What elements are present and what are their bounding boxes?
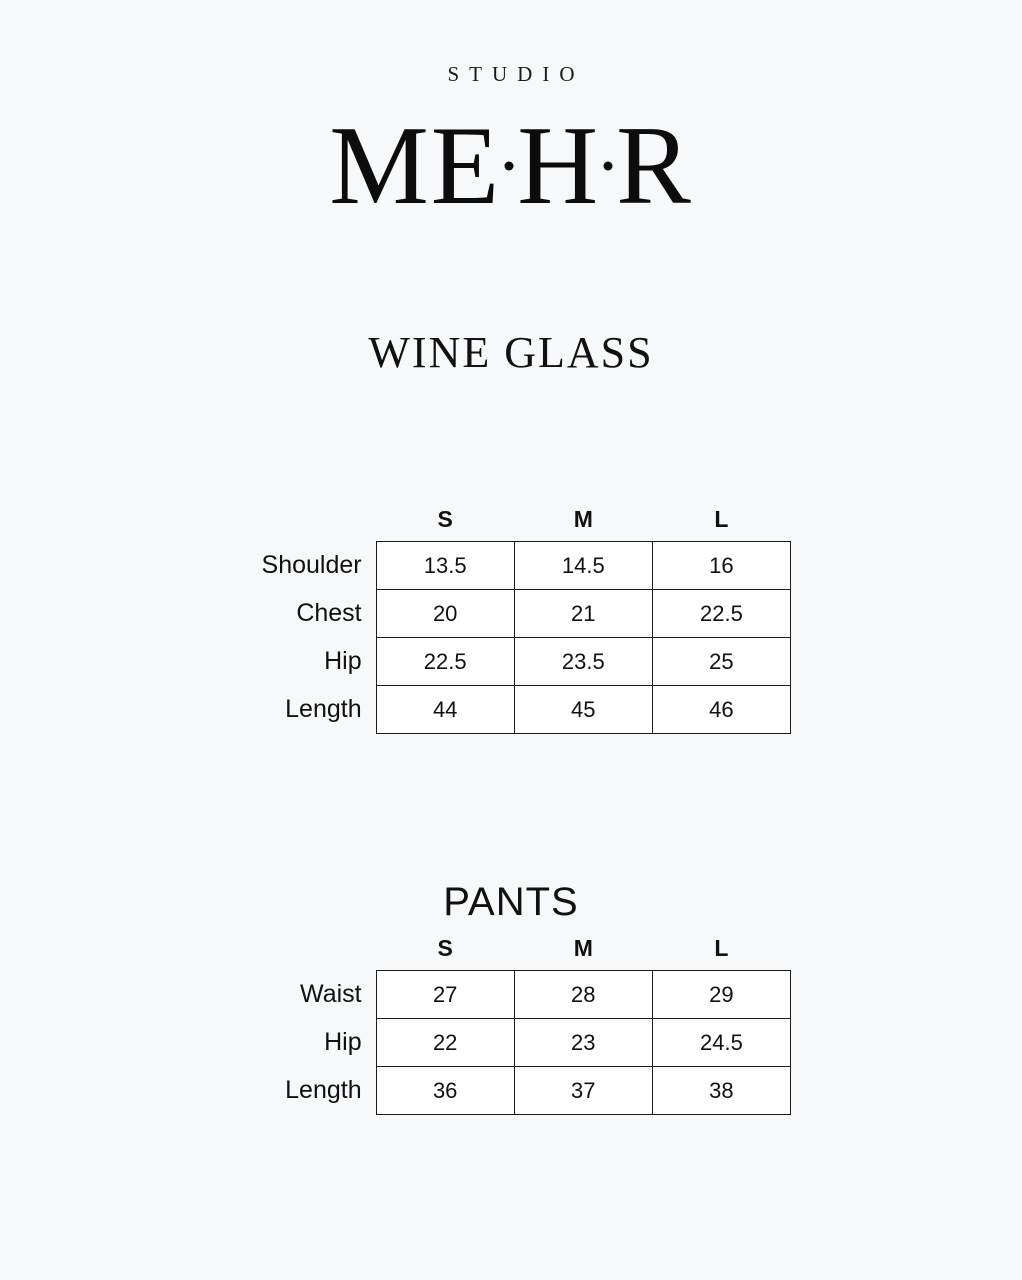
row-label-length: Length bbox=[285, 1076, 362, 1105]
column-header-l: L bbox=[714, 935, 729, 962]
row-label-hip: Hip bbox=[324, 1028, 362, 1057]
size-table-wine-glass bbox=[231, 506, 791, 734]
cell-chest-l: 22.5 bbox=[652, 590, 790, 638]
table-row bbox=[231, 542, 791, 590]
section-title-pants: PANTS bbox=[443, 880, 579, 925]
table-header-row bbox=[231, 506, 791, 542]
brand-letter-e: E bbox=[430, 104, 502, 228]
cell-shoulder-m: 14.5 bbox=[514, 542, 652, 590]
section-title-wine-glass: WINE GLASS bbox=[368, 328, 654, 378]
table-row bbox=[231, 686, 791, 734]
cell-length-l: 38 bbox=[652, 1067, 790, 1115]
table-row bbox=[231, 638, 791, 686]
brand-studio-label: STUDIO bbox=[447, 62, 585, 86]
cell-length-m: 37 bbox=[514, 1067, 652, 1115]
cell-shoulder-s: 13.5 bbox=[376, 542, 514, 590]
cell-chest-s: 20 bbox=[376, 590, 514, 638]
cell-hip-m: 23.5 bbox=[514, 638, 652, 686]
cell-length-m: 45 bbox=[514, 686, 652, 734]
table-corner-cell bbox=[231, 935, 376, 971]
table-row bbox=[231, 1019, 791, 1067]
row-label-waist: Waist bbox=[300, 980, 362, 1009]
row-label-chest: Chest bbox=[296, 599, 362, 628]
cell-waist-l: 29 bbox=[652, 971, 790, 1019]
cell-chest-m: 21 bbox=[514, 590, 652, 638]
size-table-pants-block bbox=[231, 935, 791, 1115]
brand-wordmark bbox=[0, 104, 1022, 228]
table-header-row bbox=[231, 935, 791, 971]
cell-hip-l: 25 bbox=[652, 638, 790, 686]
cell-hip-l: 24.5 bbox=[652, 1019, 790, 1067]
cell-hip-m: 23 bbox=[514, 1019, 652, 1067]
table-row bbox=[231, 590, 791, 638]
brand-letter-m: M bbox=[329, 104, 431, 228]
cell-waist-s: 27 bbox=[376, 971, 514, 1019]
cell-hip-s: 22 bbox=[376, 1019, 514, 1067]
size-table-wine-glass-block bbox=[231, 506, 791, 734]
cell-waist-m: 28 bbox=[514, 971, 652, 1019]
column-header-l: L bbox=[714, 506, 729, 533]
table-corner-cell bbox=[231, 506, 376, 542]
brand-block bbox=[0, 62, 1022, 228]
column-header-s: S bbox=[437, 506, 453, 533]
table-row bbox=[231, 1067, 791, 1115]
column-header-s: S bbox=[437, 935, 453, 962]
brand-letter-r: R bbox=[616, 104, 693, 228]
row-label-shoulder: Shoulder bbox=[261, 551, 362, 580]
size-table-pants bbox=[231, 935, 791, 1115]
brand-letter-h: H bbox=[517, 104, 601, 228]
row-label-length: Length bbox=[285, 695, 362, 724]
cell-shoulder-l: 16 bbox=[652, 542, 790, 590]
column-header-m: M bbox=[573, 935, 593, 962]
row-label-hip: Hip bbox=[324, 647, 362, 676]
cell-length-s: 44 bbox=[376, 686, 514, 734]
cell-hip-s: 22.5 bbox=[376, 638, 514, 686]
table-row bbox=[231, 971, 791, 1019]
column-header-m: M bbox=[573, 506, 593, 533]
cell-length-s: 36 bbox=[376, 1067, 514, 1115]
cell-length-l: 46 bbox=[652, 686, 790, 734]
